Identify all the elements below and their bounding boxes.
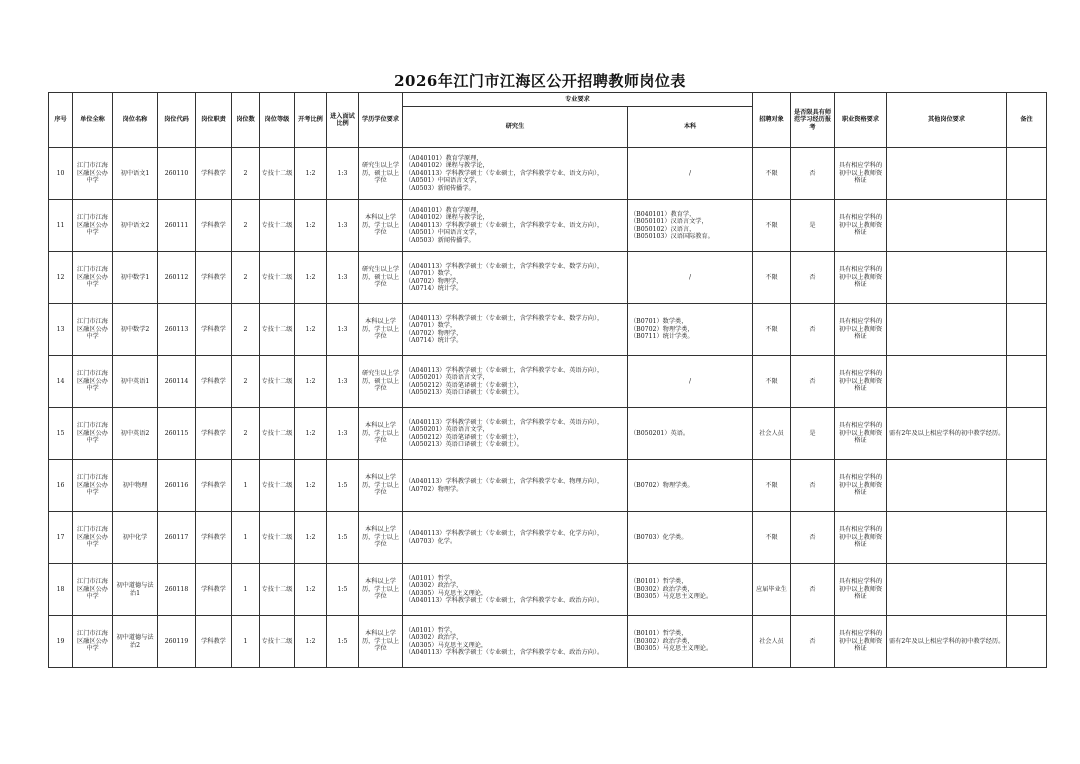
cell-target: 社会人员 <box>753 616 791 668</box>
cell-qualification: 具有相应学科的初中以上教师资格证 <box>835 356 887 408</box>
cell-major-undergrad <box>628 512 753 564</box>
major-grad-line: （A0101）哲学， <box>405 574 457 582</box>
header-exam-ratio: 开考比例 <box>295 93 327 148</box>
major-grad-line: （A040113）学科教学硕士（专业硕士，含学科教学专业、语文方向）， <box>405 221 604 229</box>
cell-major-grad <box>403 408 628 460</box>
major-grad-line: （A050212）英语笔译硕士（专业硕士）， <box>405 381 523 389</box>
major-grad-line: （A0302）政治学， <box>405 634 463 642</box>
cell-major-grad <box>403 356 628 408</box>
major-grad-line: （A040113）学科教学硕士（专业硕士，含学科教学专业、化学方向）， <box>405 530 604 538</box>
cell-post-duty: 学科教学 <box>196 408 232 460</box>
cell-major-undergrad <box>628 200 753 252</box>
cell-post-count: 1 <box>232 616 260 668</box>
major-grad-line: （A0701）数学， <box>405 270 457 278</box>
cell-major-grad <box>403 564 628 616</box>
cell-remark <box>1007 200 1047 252</box>
major-undergrad-line: （B050102）汉语言， <box>630 225 696 233</box>
cell-post-duty: 学科教学 <box>196 564 232 616</box>
table-row <box>49 148 1047 200</box>
major-grad-line: （A0714）统计学。 <box>405 284 463 292</box>
major-undergrad-line: （B0701）数学类， <box>630 318 688 326</box>
cell-major-undergrad <box>628 460 753 512</box>
cell-other <box>887 356 1007 408</box>
cell-qualification: 具有相应学科的初中以上教师资格证 <box>835 564 887 616</box>
major-grad-line: （A0503）新闻传播学。 <box>405 184 475 192</box>
cell-target: 不限 <box>753 200 791 252</box>
cell-other <box>887 512 1007 564</box>
cell-post-name: 初中数学1 <box>113 252 158 304</box>
cell-education: 研究生以上学历，硕士以上学位 <box>359 252 403 304</box>
cell-normal-limit: 否 <box>791 304 835 356</box>
cell-interview-ratio: 1:5 <box>327 460 359 512</box>
cell-interview-ratio: 1:3 <box>327 304 359 356</box>
table-row <box>49 356 1047 408</box>
cell-qualification: 具有相应学科的初中以上教师资格证 <box>835 304 887 356</box>
cell-education: 本科以上学历，学士以上学位 <box>359 408 403 460</box>
major-undergrad-line: （B0711）统计学类。 <box>630 333 694 341</box>
cell-exam-ratio: 1:2 <box>295 564 327 616</box>
header-seq: 序号 <box>49 93 73 148</box>
major-grad-line: （A040102）课程与教学论， <box>405 214 489 222</box>
cell-interview-ratio: 1:5 <box>327 616 359 668</box>
major-undergrad-line: （B0703）化学类。 <box>630 533 688 541</box>
cell-post-duty: 学科教学 <box>196 616 232 668</box>
cell-major-grad <box>403 252 628 304</box>
cell-post-code: 260117 <box>158 512 196 564</box>
cell-education: 本科以上学历，学士以上学位 <box>359 304 403 356</box>
cell-exam-ratio: 1:2 <box>295 460 327 512</box>
cell-seq: 12 <box>49 252 73 304</box>
cell-education: 本科以上学历，学士以上学位 <box>359 564 403 616</box>
cell-target: 不限 <box>753 356 791 408</box>
cell-qualification: 具有相应学科的初中以上教师资格证 <box>835 460 887 512</box>
cell-other: 需有2年及以上相应学科的初中教学经历。 <box>887 616 1007 668</box>
major-grad-line: （A0701）数学， <box>405 322 457 330</box>
cell-post-code: 260115 <box>158 408 196 460</box>
header-major-undergrad: 本科 <box>628 107 753 148</box>
cell-post-level: 专技十二级 <box>260 616 295 668</box>
major-grad-line: （A0703）化学。 <box>405 537 457 545</box>
cell-qualification: 具有相应学科的初中以上教师资格证 <box>835 512 887 564</box>
cell-post-duty: 学科教学 <box>196 304 232 356</box>
cell-post-name: 初中英语1 <box>113 356 158 408</box>
cell-post-level: 专技十二级 <box>260 408 295 460</box>
cell-qualification: 具有相应学科的初中以上教师资格证 <box>835 408 887 460</box>
header-target: 招聘对象 <box>753 93 791 148</box>
cell-post-code: 260119 <box>158 616 196 668</box>
major-grad-line: （A0501）中国语言文学， <box>405 229 481 237</box>
cell-normal-limit: 否 <box>791 148 835 200</box>
major-undergrad-line: （B0702）物理学类， <box>630 325 694 333</box>
cell-education: 本科以上学历，学士以上学位 <box>359 616 403 668</box>
cell-major-undergrad <box>628 252 753 304</box>
header-interview-ratio: 进入面试比例 <box>327 93 359 148</box>
cell-post-code: 260112 <box>158 252 196 304</box>
cell-exam-ratio: 1:2 <box>295 512 327 564</box>
header-normal-limit: 是否限具有师范学习经历报考 <box>791 93 835 148</box>
major-grad-line: （A050201）英语语言文学， <box>405 374 489 382</box>
cell-unit: 江门市江海区融区公办中学 <box>73 616 113 668</box>
major-grad-line: （A050212）英语笔译硕士（专业硕士）， <box>405 433 523 441</box>
header-other: 其他岗位要求 <box>887 93 1007 148</box>
cell-unit: 江门市江海区融区公办中学 <box>73 408 113 460</box>
cell-post-count: 2 <box>232 148 260 200</box>
cell-seq: 15 <box>49 408 73 460</box>
cell-post-code: 260116 <box>158 460 196 512</box>
cell-exam-ratio: 1:2 <box>295 408 327 460</box>
cell-major-undergrad <box>628 148 753 200</box>
major-undergrad-line: （B050103）汉语国际教育。 <box>630 232 714 240</box>
cell-post-level: 专技十二级 <box>260 304 295 356</box>
major-grad-line: （A050201）英语语言文学， <box>405 426 489 434</box>
major-undergrad-line: （B0702）物理学类。 <box>630 481 694 489</box>
cell-major-grad <box>403 616 628 668</box>
cell-normal-limit: 否 <box>791 252 835 304</box>
cell-major-undergrad <box>628 616 753 668</box>
cell-normal-limit: 是 <box>791 408 835 460</box>
cell-major-grad <box>403 460 628 512</box>
cell-seq: 10 <box>49 148 73 200</box>
header-post-duty: 岗位职责 <box>196 93 232 148</box>
cell-exam-ratio: 1:2 <box>295 148 327 200</box>
cell-remark <box>1007 252 1047 304</box>
cell-post-count: 2 <box>232 200 260 252</box>
major-grad-line: （A040113）学科教学硕士（专业硕士，含学科教学专业、数学方向）， <box>405 314 604 322</box>
cell-unit: 江门市江海区融区公办中学 <box>73 148 113 200</box>
cell-education: 本科以上学历，学士以上学位 <box>359 460 403 512</box>
cell-post-name: 初中语文1 <box>113 148 158 200</box>
cell-post-duty: 学科教学 <box>196 148 232 200</box>
cell-unit: 江门市江海区融区公办中学 <box>73 252 113 304</box>
cell-education: 本科以上学历，学士以上学位 <box>359 512 403 564</box>
header-major-grad: 研究生 <box>403 107 628 148</box>
cell-post-duty: 学科教学 <box>196 460 232 512</box>
cell-seq: 16 <box>49 460 73 512</box>
cell-interview-ratio: 1:5 <box>327 564 359 616</box>
cell-major-grad <box>403 200 628 252</box>
major-undergrad-line: （B050201）英语。 <box>630 429 690 437</box>
major-undergrad-line: （B040101）教育学， <box>630 210 696 218</box>
cell-post-level: 专技十二级 <box>260 200 295 252</box>
cell-qualification: 具有相应学科的初中以上教师资格证 <box>835 252 887 304</box>
cell-remark <box>1007 356 1047 408</box>
cell-interview-ratio: 1:3 <box>327 408 359 460</box>
cell-post-name: 初中数学2 <box>113 304 158 356</box>
cell-remark <box>1007 564 1047 616</box>
cell-post-count: 1 <box>232 564 260 616</box>
major-grad-line: （A040113）学科教学硕士（专业硕士，含学科教学专业、政治方向）。 <box>405 648 604 656</box>
cell-other <box>887 304 1007 356</box>
cell-post-duty: 学科教学 <box>196 356 232 408</box>
cell-post-name: 初中英语2 <box>113 408 158 460</box>
major-undergrad-line: （B0305）马克思主义理论。 <box>630 645 713 653</box>
major-undergrad-line: （B0101）哲学类， <box>630 578 688 586</box>
major-grad-line: （A0714）统计学。 <box>405 336 463 344</box>
cell-seq: 14 <box>49 356 73 408</box>
cell-post-count: 2 <box>232 304 260 356</box>
cell-education: 研究生以上学历，硕士以上学位 <box>359 356 403 408</box>
major-undergrad-line: （B0302）政治学类， <box>630 637 694 645</box>
cell-remark <box>1007 304 1047 356</box>
cell-post-name: 初中化学 <box>113 512 158 564</box>
table-row <box>49 512 1047 564</box>
cell-major-undergrad <box>628 564 753 616</box>
header-major-group: 专业要求 <box>403 93 753 107</box>
cell-normal-limit: 否 <box>791 356 835 408</box>
cell-post-code: 260114 <box>158 356 196 408</box>
cell-target: 不限 <box>753 304 791 356</box>
cell-unit: 江门市江海区融区公办中学 <box>73 512 113 564</box>
major-undergrad-line: / <box>688 169 692 177</box>
cell-post-name: 初中物理 <box>113 460 158 512</box>
cell-other <box>887 200 1007 252</box>
cell-unit: 江门市江海区融区公办中学 <box>73 460 113 512</box>
cell-remark <box>1007 148 1047 200</box>
cell-post-duty: 学科教学 <box>196 252 232 304</box>
major-grad-line: （A040101）教育学原理， <box>405 206 483 214</box>
cell-interview-ratio: 1:3 <box>327 200 359 252</box>
cell-other <box>887 460 1007 512</box>
cell-education: 本科以上学历，学士以上学位 <box>359 200 403 252</box>
major-grad-line: （A0702）物理学， <box>405 329 463 337</box>
table-row <box>49 304 1047 356</box>
cell-post-count: 2 <box>232 252 260 304</box>
cell-post-level: 专技十二级 <box>260 460 295 512</box>
cell-interview-ratio: 1:3 <box>327 252 359 304</box>
cell-unit: 江门市江海区融区公办中学 <box>73 304 113 356</box>
header-post-level: 岗位等级 <box>260 93 295 148</box>
table-row <box>49 460 1047 512</box>
cell-major-undergrad <box>628 356 753 408</box>
cell-post-duty: 学科教学 <box>196 200 232 252</box>
major-undergrad-line: （B0305）马克思主义理论。 <box>630 593 713 601</box>
cell-seq: 18 <box>49 564 73 616</box>
major-undergrad-line: （B0101）哲学类， <box>630 630 688 638</box>
major-grad-line: （A0503）新闻传播学。 <box>405 236 475 244</box>
cell-normal-limit: 否 <box>791 616 835 668</box>
table-body <box>49 148 1047 668</box>
cell-post-name: 初中道德与法治2 <box>113 616 158 668</box>
major-grad-line: （A040113）学科教学硕士（专业硕士，含学科教学专业、数学方向）， <box>405 262 604 270</box>
cell-exam-ratio: 1:2 <box>295 252 327 304</box>
major-undergrad-line: / <box>688 273 692 281</box>
major-undergrad-line: （B0302）政治学类， <box>630 585 694 593</box>
cell-qualification: 具有相应学科的初中以上教师资格证 <box>835 616 887 668</box>
header-remark: 备注 <box>1007 93 1047 148</box>
cell-major-grad <box>403 304 628 356</box>
cell-seq: 19 <box>49 616 73 668</box>
header-qualification: 职业资格要求 <box>835 93 887 148</box>
major-grad-line: （A040102）课程与教学论， <box>405 162 489 170</box>
cell-target: 不限 <box>753 512 791 564</box>
cell-target: 社会人员 <box>753 408 791 460</box>
table-row <box>49 200 1047 252</box>
cell-other <box>887 564 1007 616</box>
major-grad-line: （A0702）物理学， <box>405 277 463 285</box>
cell-other <box>887 252 1007 304</box>
cell-post-code: 260110 <box>158 148 196 200</box>
cell-post-count: 2 <box>232 356 260 408</box>
job-positions-table <box>48 92 1047 668</box>
cell-unit: 江门市江海区融区公办中学 <box>73 356 113 408</box>
cell-qualification: 具有相应学科的初中以上教师资格证 <box>835 148 887 200</box>
page-title: 2026年江门市江海区公开招聘教师岗位表 <box>394 72 686 90</box>
cell-major-grad <box>403 148 628 200</box>
cell-qualification: 具有相应学科的初中以上教师资格证 <box>835 200 887 252</box>
cell-unit: 江门市江海区融区公办中学 <box>73 200 113 252</box>
cell-target: 不限 <box>753 148 791 200</box>
header-unit: 单位全称 <box>73 93 113 148</box>
major-grad-line: （A0302）政治学， <box>405 582 463 590</box>
cell-post-count: 2 <box>232 408 260 460</box>
cell-remark <box>1007 616 1047 668</box>
cell-post-level: 专技十二级 <box>260 356 295 408</box>
cell-seq: 13 <box>49 304 73 356</box>
cell-interview-ratio: 1:3 <box>327 356 359 408</box>
cell-post-level: 专技十二级 <box>260 148 295 200</box>
cell-unit: 江门市江海区融区公办中学 <box>73 564 113 616</box>
header-post-code: 岗位代码 <box>158 93 196 148</box>
cell-post-duty: 学科教学 <box>196 512 232 564</box>
cell-normal-limit: 否 <box>791 460 835 512</box>
cell-post-level: 专技十二级 <box>260 564 295 616</box>
major-grad-line: （A040113）学科教学硕士（专业硕士，含学科教学专业、英语方向）， <box>405 418 604 426</box>
major-grad-line: （A040113）学科教学硕士（专业硕士，含学科教学专业、政治方向）。 <box>405 596 604 604</box>
cell-major-undergrad <box>628 304 753 356</box>
header-post-name: 岗位名称 <box>113 93 158 148</box>
major-grad-line: （A040113）学科教学硕士（专业硕士，含学科教学专业、语文方向）， <box>405 169 604 177</box>
cell-post-name: 初中语文2 <box>113 200 158 252</box>
cell-interview-ratio: 1:3 <box>327 148 359 200</box>
cell-interview-ratio: 1:5 <box>327 512 359 564</box>
major-grad-line: （A0305）马克思主义理论， <box>405 589 488 597</box>
table-row <box>49 564 1047 616</box>
cell-post-name: 初中道德与法治1 <box>113 564 158 616</box>
cell-post-level: 专技十二级 <box>260 512 295 564</box>
cell-seq: 17 <box>49 512 73 564</box>
cell-normal-limit: 是 <box>791 200 835 252</box>
cell-post-count: 1 <box>232 512 260 564</box>
cell-other <box>887 148 1007 200</box>
cell-exam-ratio: 1:2 <box>295 304 327 356</box>
cell-exam-ratio: 1:2 <box>295 356 327 408</box>
cell-remark <box>1007 460 1047 512</box>
cell-seq: 11 <box>49 200 73 252</box>
cell-exam-ratio: 1:2 <box>295 200 327 252</box>
cell-post-code: 260113 <box>158 304 196 356</box>
header-education: 学历学位要求 <box>359 93 403 148</box>
major-grad-line: （A050213）英语口译硕士（专业硕士）。 <box>405 388 523 396</box>
major-grad-line: （A0101）哲学， <box>405 626 457 634</box>
cell-target: 不限 <box>753 460 791 512</box>
major-undergrad-line: （B050101）汉语言文学， <box>630 218 708 226</box>
major-grad-line: （A040113）学科教学硕士（专业硕士，含学科教学专业、英语方向）， <box>405 366 604 374</box>
cell-post-code: 260111 <box>158 200 196 252</box>
cell-post-level: 专技十二级 <box>260 252 295 304</box>
cell-remark <box>1007 408 1047 460</box>
cell-target: 应届毕业生 <box>753 564 791 616</box>
major-grad-line: （A040113）学科教学硕士（专业硕士，含学科教学专业、物理方向）， <box>405 478 604 486</box>
major-grad-line: （A0501）中国语言文学， <box>405 177 481 185</box>
cell-other: 需有2年及以上相应学科的初中教学经历。 <box>887 408 1007 460</box>
cell-education: 研究生以上学历，硕士以上学位 <box>359 148 403 200</box>
major-grad-line: （A0305）马克思主义理论， <box>405 641 488 649</box>
major-undergrad-line: / <box>688 377 692 385</box>
major-grad-line: （A0702）物理学。 <box>405 485 463 493</box>
cell-remark <box>1007 512 1047 564</box>
table-row <box>49 616 1047 668</box>
cell-major-grad <box>403 512 628 564</box>
major-grad-line: （A040101）教育学原理， <box>405 154 483 162</box>
cell-normal-limit: 否 <box>791 512 835 564</box>
cell-normal-limit: 否 <box>791 564 835 616</box>
cell-exam-ratio: 1:2 <box>295 616 327 668</box>
cell-post-code: 260118 <box>158 564 196 616</box>
cell-major-undergrad <box>628 408 753 460</box>
major-grad-line: （A050213）英语口译硕士（专业硕士）。 <box>405 440 523 448</box>
header-row-1 <box>49 93 1047 107</box>
header-post-count: 岗位数 <box>232 93 260 148</box>
table-row <box>49 408 1047 460</box>
cell-target: 不限 <box>753 252 791 304</box>
cell-post-count: 1 <box>232 460 260 512</box>
table-row <box>49 252 1047 304</box>
